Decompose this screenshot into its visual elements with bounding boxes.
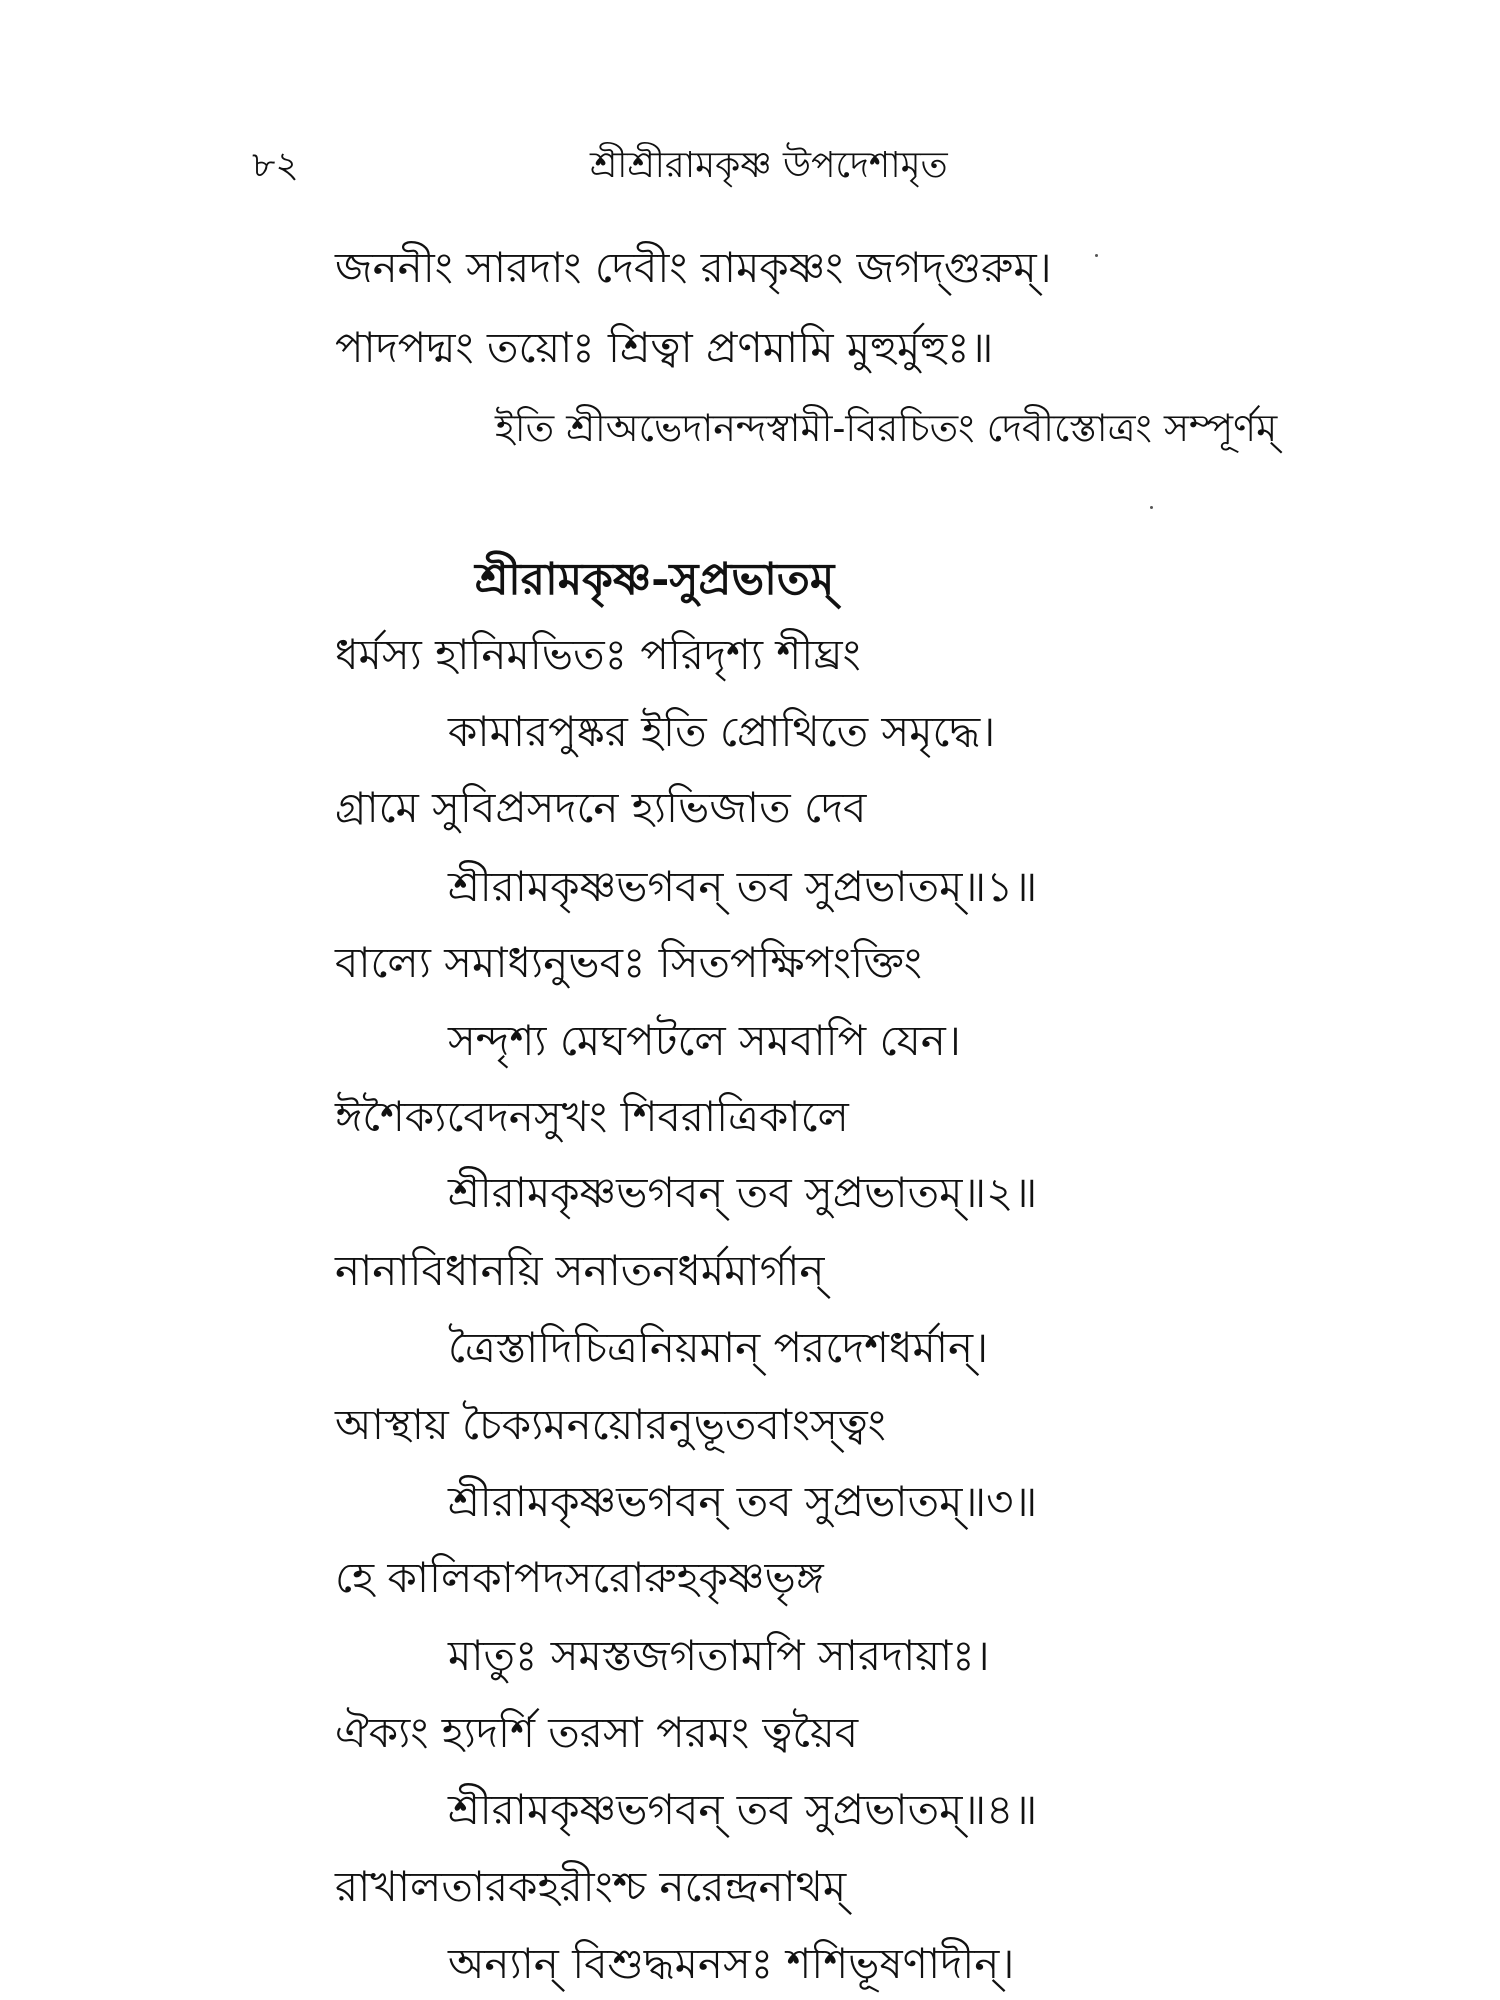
verse-line: সন্দৃশ্য মেঘপটলে সমবাপি যেন। (448, 1016, 961, 1065)
verse-line: হে কালিকাপদসরোরুহকৃষ্ণভৃঙ্গ (335, 1553, 824, 1602)
page-header (0, 138, 1500, 198)
verse-line: ত্রৈস্তাদিচিত্রনিয়মান্ পরদেশধর্মান্। (448, 1323, 989, 1372)
refrain-line: শ্রীরামকৃষ্ণভগবন্ তব সুপ্রভাতম্॥২॥ (448, 1168, 1038, 1217)
verse-line: রাখালতারকহরীংশ্চ নরেন্দ্রনাথম্ (335, 1862, 847, 1911)
verse-line: মাতুঃ সমস্তজগতামপি সারদায়াঃ। (448, 1631, 990, 1680)
verse-line: অন্যান্ বিশুদ্ধমনসঃ শশিভূষণাদীন্। (448, 1939, 1015, 1988)
verse-line: পাদপদ্মং তয়োঃ শ্রিত্বা প্রণমামি মুহুর্মুহুঃ॥ (335, 323, 994, 372)
refrain-line: শ্রীরামকৃষ্ণভগবন্ তব সুপ্রভাতম্॥৪॥ (448, 1785, 1038, 1834)
verse-line: নানাবিধানয়ি সনাতনধর্মমার্গান্ (335, 1246, 825, 1295)
refrain-line: শ্রীরামকৃষ্ণভগবন্ তব সুপ্রভাতম্॥৩॥ (448, 1477, 1038, 1526)
scan-speck (1150, 506, 1153, 509)
refrain-line: শ্রীরামকৃষ্ণভগবন্ তব সুপ্রভাতম্॥১॥ (448, 862, 1038, 911)
section-title: শ্রীরামকৃষ্ণ-সুপ্রভাতম্ (475, 554, 835, 605)
verse-line: ঐক্যং হ্যদর্শি তরসা পরমং ত্বয়ৈব (335, 1708, 859, 1757)
scan-speck (1095, 254, 1098, 257)
verse-line: কামারপুষ্কর ইতি প্রোথিতে সমৃদ্ধে। (448, 707, 996, 756)
verse-line: বাল্যে সমাধ্যনুভবঃ সিতপক্ষিপংক্তিং (335, 938, 923, 987)
running-title: শ্রীশ্রীরামকৃষ্ণ উপদেশামৃত (590, 145, 948, 186)
colophon: ইতি শ্রীঅভেদানন্দস্বামী-বিরচিতং দেবীস্তোত্রং সম্পূর্ণম্ (495, 406, 1278, 450)
verse-line: ধর্মস্য হানিমভিতঃ পরিদৃশ্য শীঘ্রং (335, 630, 861, 679)
verse-line: ঈশৈক্যবেদনসুখং শিবরাত্রিকালে (335, 1092, 849, 1141)
verse-line: আস্থায় চৈক্যমনয়োরনুভূতবাংস্ত্বং (335, 1400, 886, 1449)
page-number: ৮২ (252, 145, 299, 186)
verse-line: জননীং সারদাং দেবীং রামকৃষ্ণং জগদ্‌গুরুম্। (335, 243, 1052, 292)
verse-line: গ্রামে সুবিপ্রসদনে হ্যভিজাত দেব (335, 783, 867, 832)
